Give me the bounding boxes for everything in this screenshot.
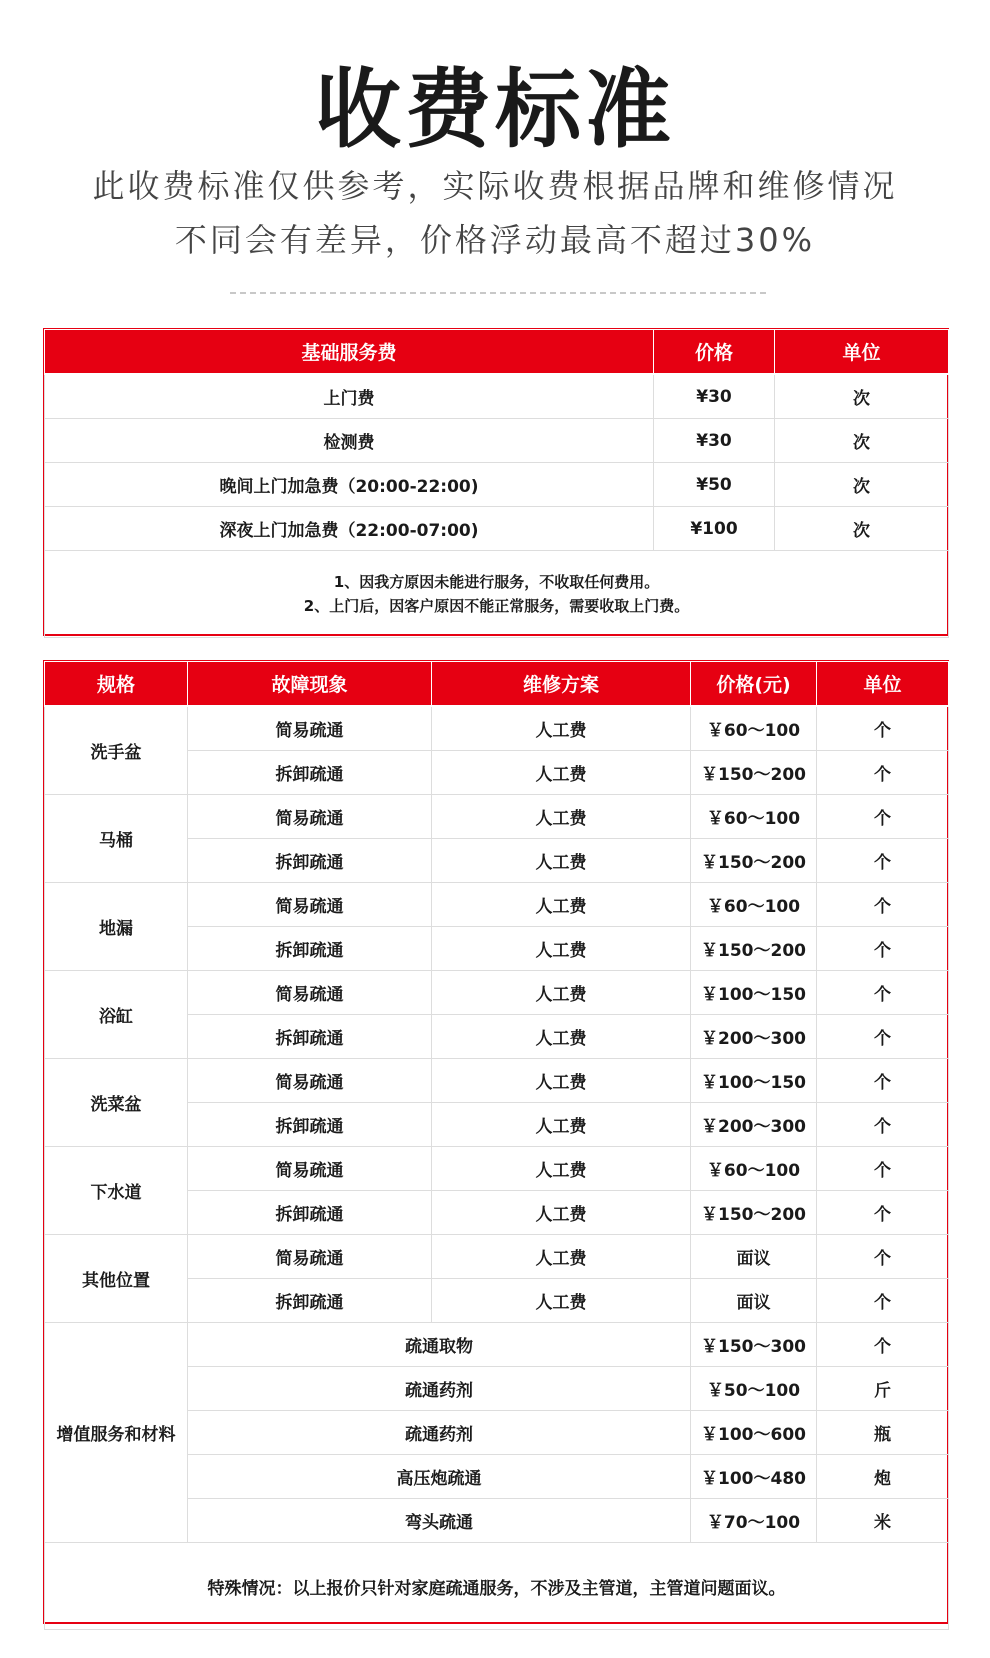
issue-cell: 简易疏通: [188, 795, 432, 839]
issue-cell: 拆卸疏通: [188, 1279, 432, 1323]
plan-cell: 人工费: [432, 1191, 691, 1235]
unit-cell: 个: [817, 795, 949, 839]
fee-price: ¥30: [654, 419, 775, 463]
addon-item-cell: 疏通取物: [188, 1323, 691, 1367]
spec-cell: 其他位置: [45, 1235, 188, 1323]
table-row: [45, 374, 949, 419]
fee-name: 上门费: [45, 374, 654, 419]
plan-cell: 人工费: [432, 1235, 691, 1279]
basic-fee-table: [44, 329, 949, 638]
table-row: [45, 706, 949, 751]
header-cell: 价格(元): [691, 662, 817, 707]
spec-cell: 浴缸: [45, 971, 188, 1059]
fee-name: 深夜上门加急费（22:00-07:00): [45, 507, 654, 551]
subtitle-line-2: 不同会有差异，价格浮动最高不超过30%: [174, 221, 816, 259]
plan-cell: 人工费: [432, 883, 691, 927]
plan-cell: 人工费: [432, 706, 691, 751]
plan-cell: 人工费: [432, 927, 691, 971]
price-cell: ￥150～200: [691, 751, 817, 795]
unit-cell: 个: [817, 751, 949, 795]
price-cell: ￥150～200: [691, 1191, 817, 1235]
note-cell: [45, 551, 949, 638]
table-row: [45, 795, 949, 839]
issue-cell: 简易疏通: [188, 971, 432, 1015]
price-cell: 面议: [691, 1279, 817, 1323]
plan-cell: 人工费: [432, 795, 691, 839]
table-row: [45, 419, 949, 463]
header-cell: 单位: [817, 662, 949, 707]
issue-cell: 拆卸疏通: [188, 839, 432, 883]
fee-name: 检测费: [45, 419, 654, 463]
issue-cell: 拆卸疏通: [188, 1015, 432, 1059]
unit-cell: 个: [817, 1323, 949, 1367]
unit-cell: 个: [817, 971, 949, 1015]
plan-cell: 人工费: [432, 1147, 691, 1191]
plan-cell: 人工费: [432, 751, 691, 795]
spec-cell: 洗手盆: [45, 706, 188, 795]
price-cell: ￥150～200: [691, 839, 817, 883]
unit-cell: 个: [817, 927, 949, 971]
footnote: 特殊情况：以上报价只针对家庭疏通服务，不涉及主管道，主管道问题面议。: [45, 1543, 949, 1630]
fee-price: ¥50: [654, 463, 775, 507]
header-cell: 维修方案: [432, 662, 691, 707]
plan-cell: 人工费: [432, 1059, 691, 1103]
price-cell: ￥200～300: [691, 1015, 817, 1059]
footnote-row: [45, 1543, 949, 1630]
unit-cell: 斤: [817, 1367, 949, 1411]
header-cell: 基础服务费: [45, 330, 654, 375]
table-row: [45, 971, 949, 1015]
unit-cell: 个: [817, 1191, 949, 1235]
price-cell: 面议: [691, 1235, 817, 1279]
spec-cell: 洗菜盆: [45, 1059, 188, 1147]
fee-unit: 次: [775, 419, 949, 463]
plan-cell: 人工费: [432, 971, 691, 1015]
price-cell: ￥50～100: [691, 1367, 817, 1411]
issue-cell: 简易疏通: [188, 883, 432, 927]
issue-cell: 简易疏通: [188, 1059, 432, 1103]
header-cell: 单位: [775, 330, 949, 375]
plan-cell: 人工费: [432, 1015, 691, 1059]
note-line-2: 2、上门后，因客户原因不能正常服务，需要收取上门费。: [303, 597, 690, 615]
header-cell: 故障现象: [188, 662, 432, 707]
price-cell: ￥60～100: [691, 883, 817, 927]
table-row: [45, 1147, 949, 1191]
price-cell: ￥70～100: [691, 1499, 817, 1543]
page-title: 收费标准: [315, 60, 675, 160]
spec-cell: 马桶: [45, 795, 188, 883]
table-header-row: [45, 662, 949, 707]
table-row: [45, 463, 949, 507]
header-cell: 价格: [654, 330, 775, 375]
spec-cell: 地漏: [45, 883, 188, 971]
unit-cell: 个: [817, 1147, 949, 1191]
note-line-1: 1、因我方原因未能进行服务，不收取任何费用。: [333, 573, 660, 591]
price-cell: ￥60～100: [691, 795, 817, 839]
unit-cell: 个: [817, 1103, 949, 1147]
table-row: [45, 1235, 949, 1279]
unit-cell: 个: [817, 1059, 949, 1103]
unit-cell: 个: [817, 839, 949, 883]
price-cell: ￥100～150: [691, 971, 817, 1015]
issue-cell: 拆卸疏通: [188, 751, 432, 795]
price-cell: ￥60～100: [691, 1147, 817, 1191]
unit-cell: 个: [817, 1235, 949, 1279]
dashed-divider: [230, 292, 766, 294]
note-row: [45, 551, 949, 638]
price-table: [44, 661, 949, 1630]
fee-unit: 次: [775, 374, 949, 419]
addon-item-cell: 弯头疏通: [188, 1499, 691, 1543]
issue-cell: 拆卸疏通: [188, 1103, 432, 1147]
unit-cell: 个: [817, 883, 949, 927]
issue-cell: 拆卸疏通: [188, 1191, 432, 1235]
price-cell: ￥150～200: [691, 927, 817, 971]
plan-cell: 人工费: [432, 1279, 691, 1323]
fee-name: 晚间上门加急费（20:00-22:00): [45, 463, 654, 507]
table-row: [45, 507, 949, 551]
addon-item-cell: 疏通药剂: [188, 1367, 691, 1411]
table-row: [45, 1059, 949, 1103]
fee-unit: 次: [775, 507, 949, 551]
spec-cell: 下水道: [45, 1147, 188, 1235]
price-cell: ￥150～300: [691, 1323, 817, 1367]
price-cell: ￥200～300: [691, 1103, 817, 1147]
price-cell: ￥100～600: [691, 1411, 817, 1455]
price-cell: ￥100～480: [691, 1455, 817, 1499]
price-cell: ￥60～100: [691, 706, 817, 751]
unit-cell: 个: [817, 1279, 949, 1323]
issue-cell: 简易疏通: [188, 1147, 432, 1191]
issue-cell: 简易疏通: [188, 706, 432, 751]
unit-cell: 米: [817, 1499, 949, 1543]
unit-cell: 炮: [817, 1455, 949, 1499]
issue-cell: 拆卸疏通: [188, 927, 432, 971]
fee-price: ¥30: [654, 374, 775, 419]
price-table-body: [45, 706, 949, 1630]
unit-cell: 个: [817, 706, 949, 751]
addon-spec-cell: 增值服务和材料: [45, 1323, 188, 1543]
table-row: [45, 883, 949, 927]
unit-cell: 瓶: [817, 1411, 949, 1455]
header-cell: 规格: [45, 662, 188, 707]
addon-item-cell: 疏通药剂: [188, 1411, 691, 1455]
fee-unit: 次: [775, 463, 949, 507]
fee-price: ¥100: [654, 507, 775, 551]
plan-cell: 人工费: [432, 1103, 691, 1147]
unit-cell: 个: [817, 1015, 949, 1059]
price-cell: ￥100～150: [691, 1059, 817, 1103]
plan-cell: 人工费: [432, 839, 691, 883]
addon-row: [45, 1323, 949, 1367]
issue-cell: 简易疏通: [188, 1235, 432, 1279]
subtitle-line-1: 此收费标准仅供参考，实际收费根据品牌和维修情况: [92, 167, 898, 205]
table-header-row: [45, 330, 949, 375]
addon-item-cell: 高压炮疏通: [188, 1455, 691, 1499]
